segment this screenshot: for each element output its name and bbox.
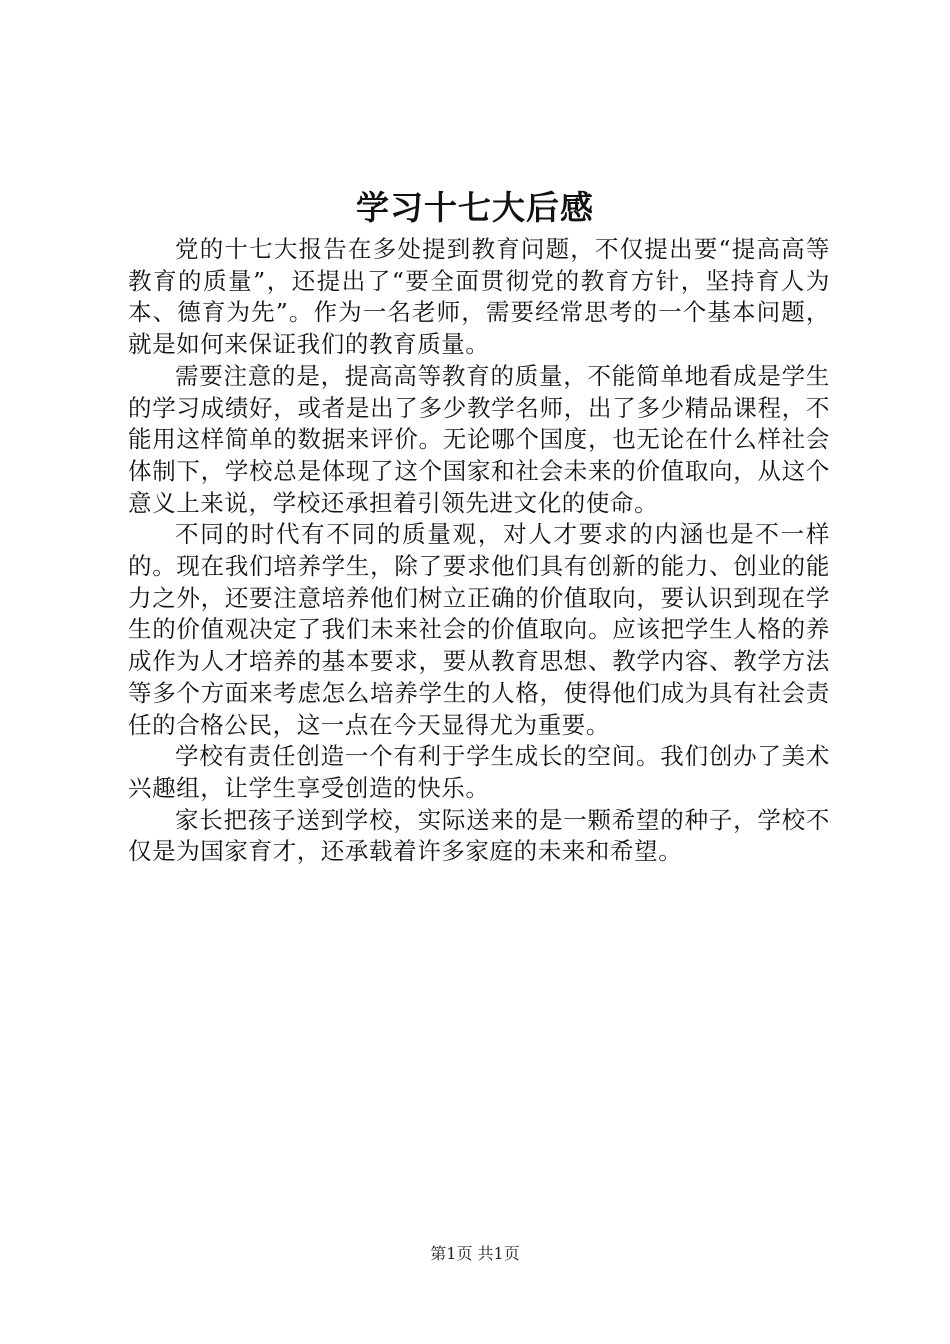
document-body <box>128 234 830 868</box>
paragraph: 党的十七大报告在多处提到教育问题，不仅提出要“提高高等教育的质量”，还提出了“要全面贯彻党的教育方针，坚持育人为本、德育为先”。作为一名老师，需要经常思考的一个基本问题，就是如何来保证我们的教育质量。 <box>128 235 830 359</box>
paragraph: 需要注意的是，提高高等教育的质量，不能简单地看成是学生的学习成绩好，或者是出了多少教学名师，出了多少精品课程，不能用这样简单的数据来评价。无论哪个国度，也无论在什么样社会体制下，学校总是体现了这个国家和社会未来的价值取向，从这个意义上来说，学校还承担着引领先进文化的使命。 <box>128 361 830 517</box>
page-footer: 第1页 共1页 <box>430 1244 520 1263</box>
document-title: 学习十七大后感 <box>356 188 594 227</box>
paragraph: 不同的时代有不同的质量观，对人才要求的内涵也是不一样的。现在我们培养学生，除了要求他们具有创新的能力、创业的能力之外，还要注意培养他们树立正确的价值取向，要认识到现在学生的价值观决定了我们未来社会的价值取向。应该把学生人格的养成作为人才培养的基本要求，要从教育思想、教学内容、教学方法等多个方面来考虑怎么培养学生的人格，使得他们成为具有社会责任的合格公民，这一点在今天显得尤为重要。 <box>128 520 830 739</box>
paragraph: 学校有责任创造一个有利于学生成长的空间。我们创办了美术兴趣组，让学生享受创造的快乐。 <box>128 742 830 802</box>
paragraph: 家长把孩子送到学校，实际送来的是一颗希望的种子，学校不仅是为国家育才，还承载着许多家庭的未来和希望。 <box>128 805 830 866</box>
